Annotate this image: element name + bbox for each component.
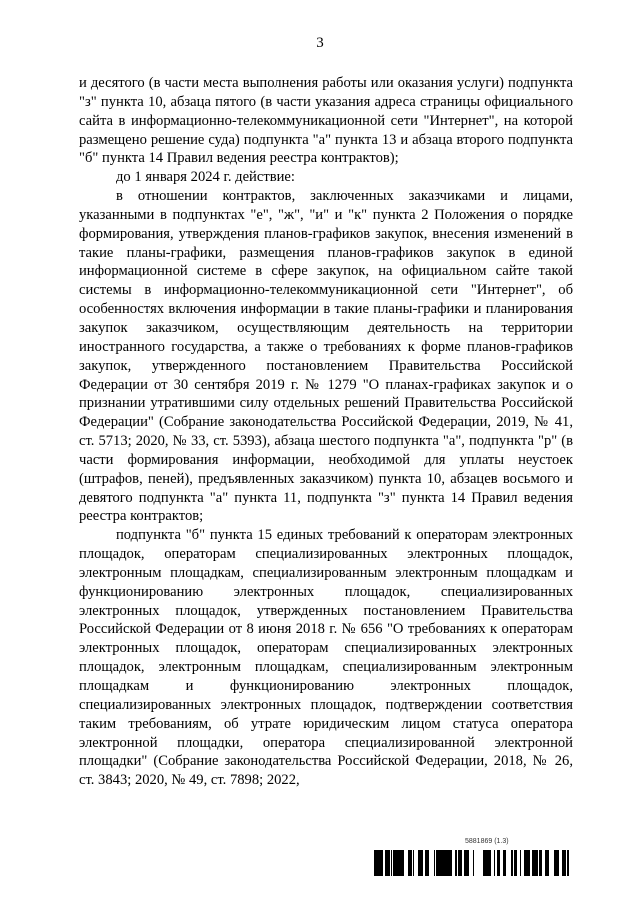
- barcode-bar: [393, 850, 395, 876]
- paragraph-requirements: подпункта "б" пункта 15 единых требований к операторам электронных площадок, операторам специализированных электронных площадок, электронным площадкам, специализированным электронным площадкам и функционированию электронных площадок, специализированных электронных площадок, утвержденных постановлением Правительства Российской Федерации от 8 июня 2018 г. № 656 "О требованиях к операторам электронных площадок, операторам специализированных электронных площадок, электронным площадкам, специализированным электронным площадкам и функционированию электронных площадок, специализированных электронных площадок, подтверждении соответствия таким требованиям, об утрате юридическим лицом статуса оператора электронной площадки, оператора специализированной электронной площадки" (Собрание законодательства Российской Федерации, 2018, № 26, ст. 3843; 2020, № 49, ст. 7898; 2022,: [79, 527, 573, 789]
- barcode-bar: [427, 850, 428, 876]
- barcode-bar: [426, 850, 427, 876]
- barcode-bar: [456, 850, 457, 876]
- barcode-bar: [395, 850, 396, 876]
- barcode-bar: [511, 850, 513, 876]
- barcode-bar: [467, 850, 468, 876]
- barcode-bar: [524, 850, 525, 876]
- barcode-bar: [441, 850, 443, 876]
- barcode-bar: [567, 850, 568, 876]
- barcode-bar: [385, 850, 387, 876]
- barcode-bar: [497, 850, 500, 876]
- barcode-bar: [547, 850, 549, 876]
- barcode-bar: [520, 850, 521, 876]
- barcode-bar: [428, 850, 429, 876]
- barcode-bar: [446, 850, 449, 876]
- barcode-bar: [445, 850, 446, 876]
- barcode-bar: [514, 850, 516, 876]
- barcode-bar: [557, 850, 559, 876]
- barcode-bar: [490, 850, 491, 876]
- barcode-bar: [458, 850, 459, 876]
- barcode-bar: [562, 850, 564, 876]
- page-number: 3: [316, 35, 324, 51]
- document-body: [79, 74, 573, 790]
- barcode-bar: [537, 850, 538, 876]
- barcode-bar: [529, 850, 530, 876]
- barcode-bar: [437, 850, 439, 876]
- barcode-bar: [391, 850, 392, 876]
- barcode-bar: [436, 850, 437, 876]
- barcode-bar: [420, 850, 423, 876]
- barcode-bar: [535, 850, 536, 876]
- barcode-bar: [516, 850, 517, 876]
- barcode-bar: [564, 850, 565, 876]
- barcode-bar: [382, 850, 383, 876]
- barcode-bar: [388, 850, 390, 876]
- barcode-bar: [397, 850, 400, 876]
- barcode-bar: [568, 850, 569, 876]
- barcode-bar: [473, 850, 474, 876]
- barcode-bar: [374, 850, 377, 876]
- barcode-bar: [554, 850, 557, 876]
- barcode-bar: [503, 850, 504, 876]
- barcode-bar: [408, 850, 409, 876]
- barcode-bar: [505, 850, 506, 876]
- barcode-bar: [418, 850, 420, 876]
- paragraph-deadline: до 1 января 2024 г. действие:: [116, 169, 295, 186]
- barcode-icon: [373, 850, 573, 876]
- paragraph-contracts: в отношении контрактов, заключенных заказчиками и лицами, указанными в подпунктах "е", "ж", "и" и "к" пункта 2 Положения о порядке формирования, утверждения планов-графиков закупок, внесения изменений в такие планы-графики, размещения планов-графиков закупок в единой информационной системе в сфере закупок, на официальном сайте такой системы в информационно-телекоммуникационной сети "Интернет", об особенностях включения информации в такие планы-графики и планирования закупок заказчиком, осуществляющим деятельность на территории иностранного государства, а также о требованиях к форме планов-графиков закупок, утвержденного постановлением Правительства Российской Федерации от 30 сентября 2019 г. № 1279 "О планах-графиках закупок и о признании утратившими силу отдельных решений Правительства Российской Федерации" (Собрание законодательства Российской Федерации, 2019, № 41, ст. 5713; 2020, № 33, ст. 5393), абзаца шестого подпункта "а", подпункта "р" (в части формирования информации, необходимой для уплаты неустоек (штрафов, пеней), предъявленных заказчиком) пункта 10, абзацев восьмого и девятого подпункта "а" пункта 11, подпункта "з" пункта 14 Правил ведения реестра контрактов;: [79, 188, 573, 525]
- barcode-bar: [396, 850, 397, 876]
- barcode-bar: [439, 850, 441, 876]
- paragraph-continuation: и десятого (в части места выполнения работы или оказания услуги) подпункта "з" пункта 10, абзаца пятого (в части указания адреса страницы официального сайта в информационно-телекоммуникационной сети "Интернет", на которой размещено решение суда) подпункта "а" пункта 13 и абзаца второго подпункта "б" пункта 14 Правил ведения реестра контрактов);: [79, 75, 573, 167]
- barcode-bar: [565, 850, 566, 876]
- barcode-bar: [425, 850, 426, 876]
- barcode-bar: [443, 850, 445, 876]
- barcode-bar: [387, 850, 388, 876]
- barcode-bar: [526, 850, 529, 876]
- barcode-bar: [484, 850, 487, 876]
- barcode-bar: [377, 850, 379, 876]
- barcode-bar: [534, 850, 535, 876]
- barcode-bar: [434, 850, 435, 876]
- barcode-bar: [536, 850, 537, 876]
- barcode-bar: [449, 850, 452, 876]
- barcode-bar: [504, 850, 505, 876]
- barcode-bar: [545, 850, 547, 876]
- barcode-bar: [455, 850, 456, 876]
- barcode-bar: [459, 850, 462, 876]
- barcode-bar: [468, 850, 469, 876]
- barcode-label: 5881869 (1.3): [465, 838, 509, 845]
- barcode-bar: [403, 850, 404, 876]
- barcode-bar: [539, 850, 541, 876]
- barcode-bar: [532, 850, 534, 876]
- barcode-bar: [409, 850, 411, 876]
- barcode-bar: [541, 850, 542, 876]
- barcode-bar: [464, 850, 467, 876]
- barcode-bar: [494, 850, 495, 876]
- barcode-bar: [525, 850, 526, 876]
- barcode-bar: [411, 850, 412, 876]
- barcode-bar: [379, 850, 382, 876]
- barcode-bar: [487, 850, 490, 876]
- barcode-bar: [413, 850, 414, 876]
- barcode-bar: [483, 850, 484, 876]
- barcode-bar: [400, 850, 403, 876]
